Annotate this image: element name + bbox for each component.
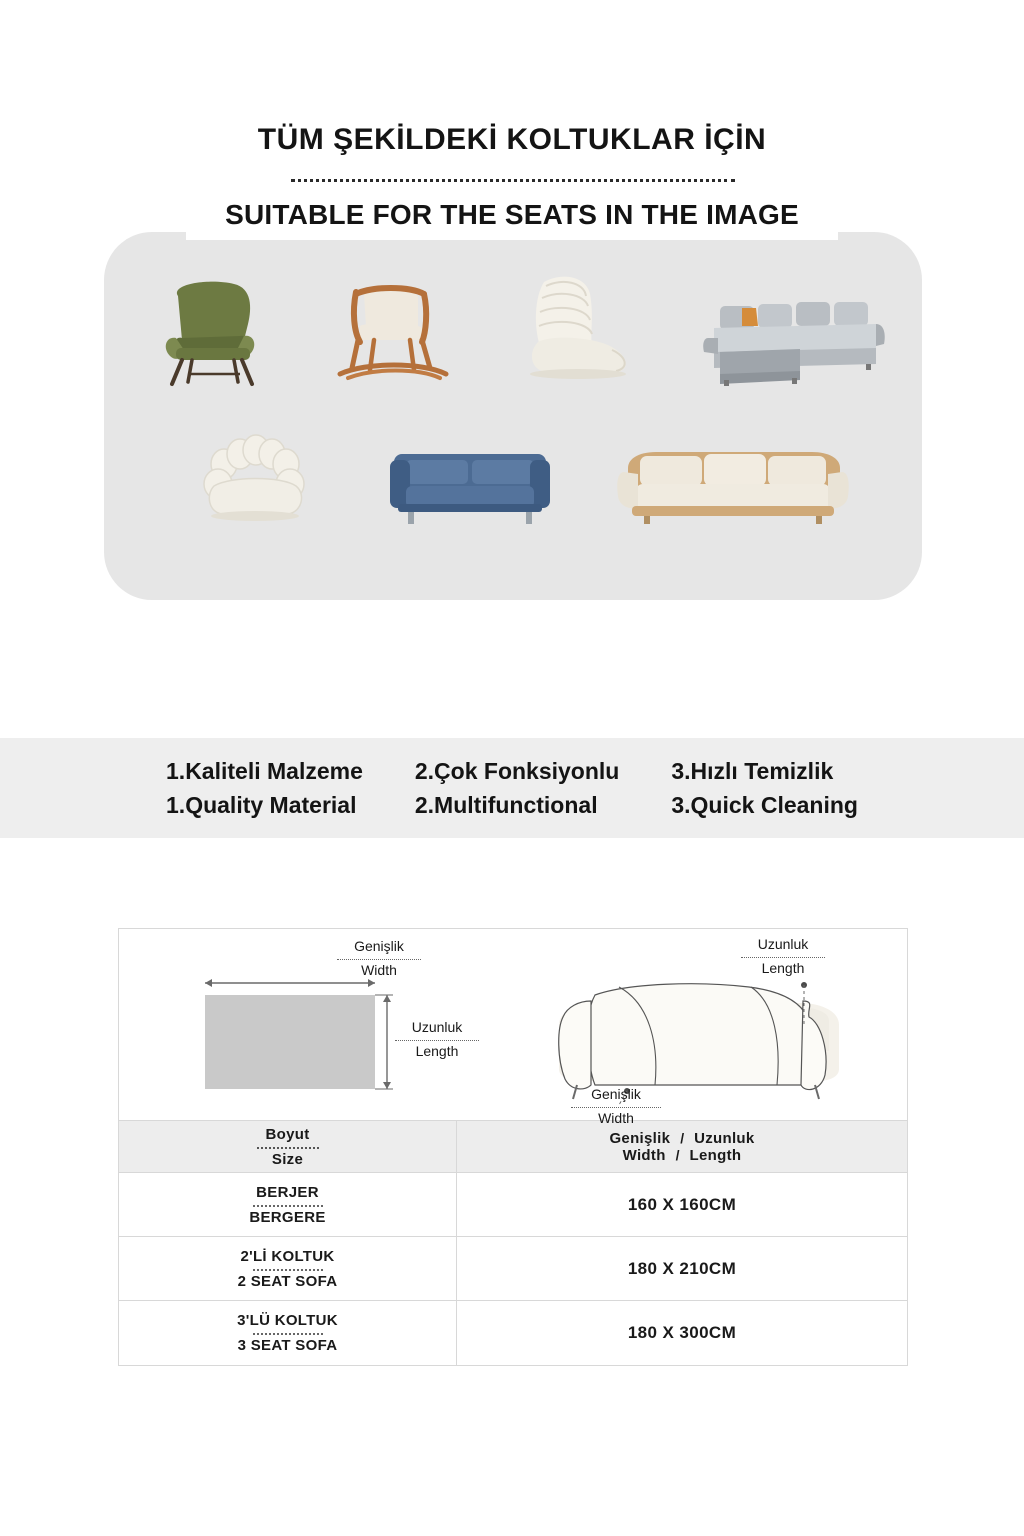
diagram-rect-width-label: Genişlik Width (337, 937, 421, 980)
size-table-header-row (119, 1121, 907, 1173)
feature-item-1 (166, 754, 363, 823)
furniture-cream-three-seat-sofa (610, 438, 856, 534)
measurement-diagram (119, 929, 907, 1126)
header-slash-english: / (675, 1147, 680, 1163)
size-table-header-dimensions (457, 1121, 907, 1172)
table-row (119, 1301, 907, 1365)
row-1-name-cell (119, 1173, 457, 1236)
title-divider (291, 176, 735, 182)
row-2-name-turkish: 2'Lİ KOLTUK (240, 1247, 335, 1265)
header-size-english: Size (271, 1150, 304, 1168)
furniture-green-accent-armchair (148, 278, 278, 388)
feature-item-2 (415, 754, 619, 823)
header-size-turkish: Boyut (265, 1125, 310, 1143)
feature-1-label-turkish: 1.Kaliteli Malzeme (166, 757, 363, 784)
feature-2-label-turkish: 2.Çok Fonksiyonlu (414, 757, 620, 784)
page-title-english: SUITABLE FOR THE SEATS IN THE IMAGE (225, 199, 799, 230)
furniture-blue-two-seat-sofa (386, 440, 554, 530)
diagram-sofa-length-label: Uzunluk Length (741, 935, 825, 978)
feature-1-label-english: 1.Quality Material (166, 792, 357, 818)
row-2-divider (253, 1267, 323, 1271)
feature-item-3 (671, 754, 858, 823)
row-1-name-turkish: BERJER (256, 1183, 319, 1201)
feature-3-label-english: 3.Quick Cleaning (671, 792, 858, 818)
size-chart (118, 928, 908, 1366)
feature-3-label-turkish: 3.Hızlı Temizlik (671, 757, 834, 784)
table-row (119, 1237, 907, 1301)
row-1-name-english: BERGERE (249, 1208, 326, 1226)
diagram-rect-length-label: Uzunluk Length (395, 1018, 479, 1061)
row-1-size-value: 160 X 160CM (627, 1194, 737, 1214)
diagram-draped-sofa (499, 973, 899, 1119)
header-length-turkish: Uzunluk (694, 1129, 755, 1147)
furniture-white-lounge-floor-chair (500, 272, 648, 390)
row-3-divider (253, 1331, 323, 1335)
page-title-turkish: TÜM ŞEKİLDEKİ KOLTUKLAR İÇİN (257, 123, 767, 156)
table-row (119, 1173, 907, 1237)
header-length-english: Length (689, 1146, 742, 1164)
row-3-size-value: 180 X 300CM (627, 1323, 737, 1342)
size-table-header-size (119, 1121, 457, 1172)
row-1-divider (253, 1203, 323, 1207)
row-2-name-cell (119, 1237, 457, 1300)
header-width-turkish: Genişlik (609, 1129, 671, 1147)
features-strip (0, 738, 1024, 838)
row-2-name-english: 2 SEAT SOFA (237, 1272, 338, 1290)
furniture-gray-sectional-sofa (700, 294, 890, 388)
feature-2-label-english: 2.Multifunctional (414, 792, 598, 818)
furniture-white-bubble-armchair (190, 428, 320, 532)
row-3-name-turkish: 3'LÜ KOLTUK (237, 1312, 338, 1329)
row-3-name-cell (119, 1301, 457, 1365)
row-2-size-value: 180 X 210CM (627, 1258, 737, 1278)
diagram-sofa-width-label: Genişlik Width (571, 1085, 661, 1128)
row-3-name-english: 3 SEAT SOFA (237, 1337, 338, 1354)
header-width-english: Width (622, 1146, 666, 1164)
hero-section (0, 0, 1024, 660)
furniture-wooden-rocking-chair (326, 282, 458, 386)
header-size-divider (257, 1145, 319, 1149)
header-slash-turkish: / (680, 1130, 685, 1146)
